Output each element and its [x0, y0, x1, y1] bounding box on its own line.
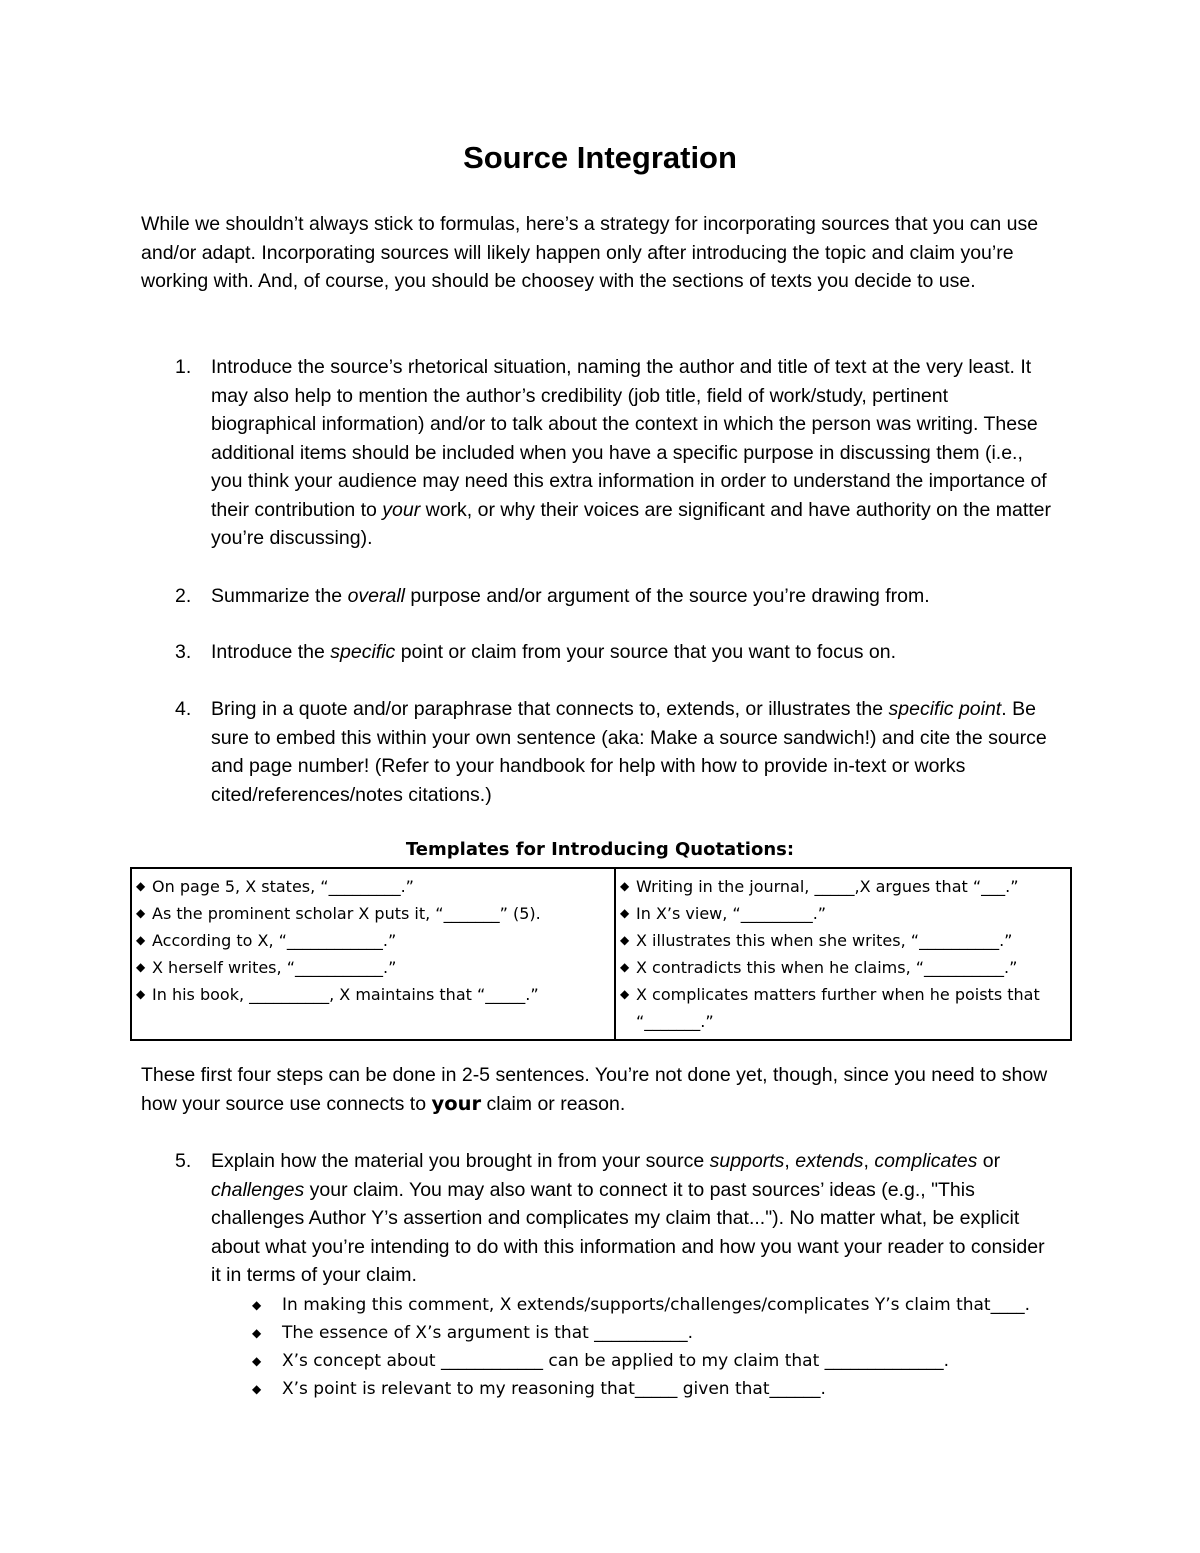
diamond-bullet-icon: ◆	[136, 960, 146, 974]
sub-template-item: ◆ X’s concept about ____________ can be applied to my claim that ______________.	[250, 1347, 1080, 1375]
step-number: 4.	[175, 698, 192, 720]
step-3: 3. Introduce the specific point or claim from your source that you want to focus on.	[175, 638, 1055, 667]
transition-paragraph: These first four steps can be done in 2-5 sentences. You’re not done yet, though, since you need to show how your source use connects to your claim or reason.	[141, 1064, 1048, 1115]
intro-paragraph: While we shouldn’t always stick to formulas, here’s a strategy for incorporating sources that you can use and/or adapt. Incorporating sources will likely happen only after introducing the topic and claim you’re working with. And, of course, you should be choosey with the sections of texts you decide to use.	[141, 213, 1039, 292]
sub-template-item: ◆ In making this comment, X extends/supports/challenges/complicates Y’s claim that____.	[250, 1291, 1080, 1319]
sub-template-item: ◆ X’s point is relevant to my reasoning that_____ given that______.	[250, 1375, 1080, 1403]
diamond-bullet-icon: ◆	[620, 906, 630, 920]
step-1: 1. Introduce the source’s rhetorical situation, naming the author and title of text at the very least. It may also help to mention the author’s credibility (job title, field of work/study, pertinent biographical information) and/or to talk about the context in which the person was writing. These additional items should be included when you have a specific purpose in discussing them (i.e., you think your audience may need this extra information in order to understand the importance of their contribution to your work, or why their voices are significant and have authority on the matter you’re discussing).	[175, 353, 1055, 553]
step-number: 1.	[175, 356, 192, 378]
diamond-bullet-icon: ◆	[136, 879, 146, 893]
step-number: 2.	[175, 585, 192, 607]
template-item: ◆ X illustrates this when she writes, “__________.”	[618, 927, 1066, 954]
diamond-bullet-icon: ◆	[252, 1298, 262, 1312]
templates-right-column	[615, 868, 1071, 1040]
template-item: ◆ According to X, “____________.”	[134, 927, 610, 954]
step-5: 5. Explain how the material you brought in from your source supports, extends, complicates or challenges your claim. You may also want to connect it to past sources’ ideas (e.g., "This challenges Author Y’s assertion and complicates my claim that..."). No matter what, be explicit about what you’re intending to do with this information and how you want your reader to consider it in terms of your claim.	[175, 1147, 1055, 1290]
template-item: ◆ X contradicts this when he claims, “__________.”	[618, 954, 1066, 981]
template-item: ◆ In his book, __________, X maintains that “_____.”	[134, 981, 610, 1008]
template-item: ◆ In X’s view, “_________.”	[618, 900, 1066, 927]
step-2: 2. Summarize the overall purpose and/or argument of the source you’re drawing from.	[175, 582, 1055, 611]
diamond-bullet-icon: ◆	[620, 879, 630, 893]
templates-left-column	[131, 868, 615, 1040]
template-item: ◆ X complicates matters further when he poists that “_______.”	[618, 981, 1066, 1035]
templates-table	[130, 867, 1072, 1041]
diamond-bullet-icon: ◆	[252, 1382, 262, 1396]
diamond-bullet-icon: ◆	[136, 933, 146, 947]
diamond-bullet-icon: ◆	[252, 1354, 262, 1368]
page-title: Source Integration	[463, 140, 737, 175]
template-item: ◆ On page 5, X states, “_________.”	[134, 873, 610, 900]
diamond-bullet-icon: ◆	[620, 933, 630, 947]
diamond-bullet-icon: ◆	[136, 906, 146, 920]
sub-template-item: ◆ The essence of X’s argument is that ___________.	[250, 1319, 1080, 1347]
step-5-templates	[250, 1291, 1080, 1403]
template-item: ◆ Writing in the journal, _____,X argues that “___.”	[618, 873, 1066, 900]
template-item: ◆ As the prominent scholar X puts it, “_______” (5).	[134, 900, 610, 927]
step-number: 5.	[175, 1150, 192, 1172]
diamond-bullet-icon: ◆	[620, 987, 630, 1001]
templates-heading: Templates for Introducing Quotations:	[405, 839, 795, 860]
diamond-bullet-icon: ◆	[252, 1326, 262, 1340]
diamond-bullet-icon: ◆	[620, 960, 630, 974]
step-4: 4. Bring in a quote and/or paraphrase that connects to, extends, or illustrates the specific point. Be sure to embed this within your own sentence (aka: Make a source sandwich!) and cite the source and page number! (Refer to your handbook for help with how to provide in-text or works cited/references/notes citations.)	[175, 695, 1055, 809]
diamond-bullet-icon: ◆	[136, 987, 146, 1001]
template-item: ◆ X herself writes, “___________.”	[134, 954, 610, 981]
step-number: 3.	[175, 641, 192, 663]
